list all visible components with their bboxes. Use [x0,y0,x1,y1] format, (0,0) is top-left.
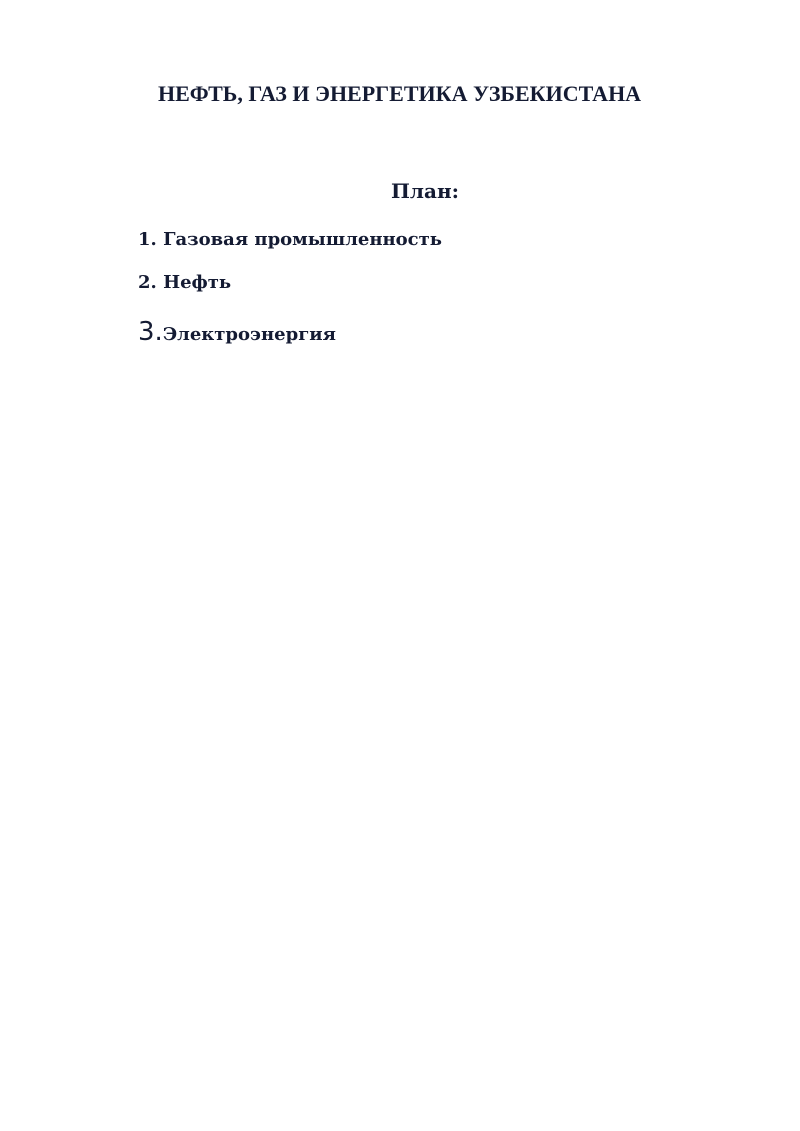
plan-item-label: Электроэнергия [162,324,336,345]
plan-heading: План: [391,179,459,203]
plan-item-gas-industry [138,226,442,254]
plan-item-number: 1. [138,229,157,250]
document-title: НЕФТЬ, ГАЗ И ЭНЕРГЕТИКА УЗБЕКИСТАНА [158,81,642,106]
plan-item-number: 2. [138,272,157,293]
plan-item-oil [138,269,231,297]
plan-item-number: 3. [138,317,163,347]
plan-item-label: Нефть [163,272,232,293]
plan-item-electricity [138,314,336,353]
plan-item-label: Газовая промышленность [163,229,443,250]
